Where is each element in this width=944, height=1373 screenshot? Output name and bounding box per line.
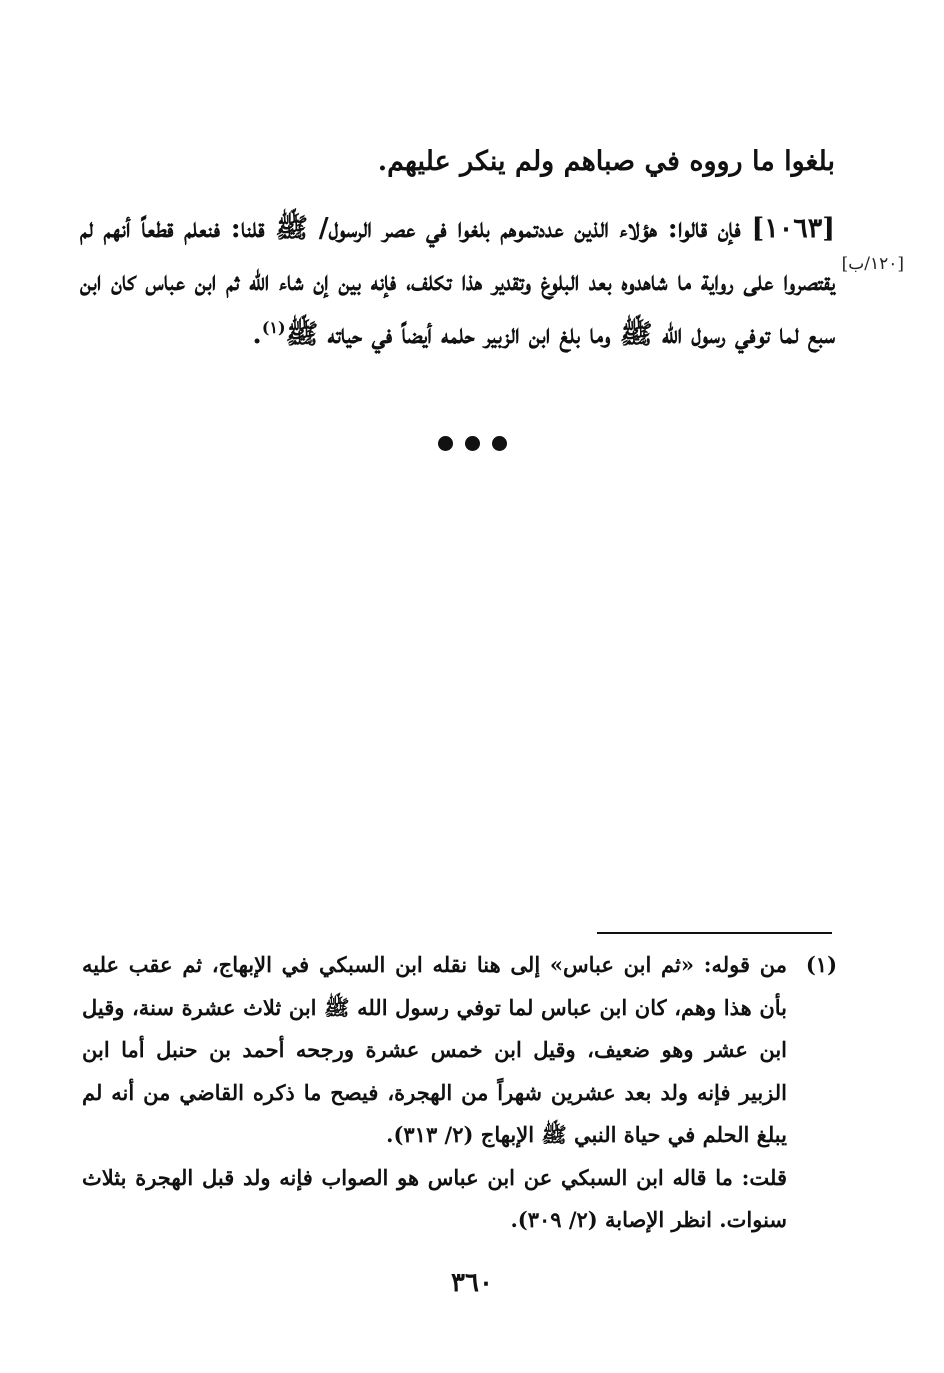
paragraph-1: بلغوا ما رووه في صباهم ولم ينكر عليهم. [377,146,835,177]
paragraph-2-text: فإن قالوا: هؤلاء الذين عددتموهم بلغوا في عصر الرسول/ ﷺ قلنا: فنعلم قطعاً أنهم لم يقتصروا على رواية ما شاهدوه بعد البلوغ وتقدير هذا تكلف، فإنه بين إن شاء الله ثم ابن عباس كان ابن سبع لما توفي رسول الله ﷺ وما بلغ ابن الزبير حلمه أيضاً في حياته ﷺ [80,213,835,350]
separator-dot [465,436,480,451]
paragraph-number: [١٠٦٣] [751,213,836,244]
section-separator [0,436,944,455]
footnote-number: (١) [805,952,837,977]
paragraph-2 [80,202,835,361]
footnote-reference: (١) [261,318,286,337]
footnotes-block [82,944,837,1242]
footnote-text: من قوله: «ثم ابن عباس» إلى هنا نقله ابن السبكي في الإبهاج، ثم عقب عليه بأن هذا وهم، كان ابن عباس لما توفي رسول الله ﷺ ابن ثلاث عشرة سنة، وقيل ابن عشر وهو ضعيف، وقيل ابن خمس عشرة ورجحه أحمد بن حنبل أما ابن الزبير فإنه ولد بعد عشرين شهراً من الهجرة، فيصح ما ذكره القاضي من أنه لم يبلغ الحلم في حياة النبي ﷺ الإبهاج (٢/ ٣١٣). [82,952,787,1147]
footnote-divider [597,932,832,934]
separator-dot [438,436,453,451]
paragraph-2-end: . [252,319,262,350]
main-text-block [80,135,835,361]
page-number: ٣٦٠ [451,1268,493,1298]
footnote-comment: قلت: ما قاله ابن السبكي عن ابن عباس هو الصواب فإنه ولد قبل الهجرة بثلاث سنوات. انظر الإصابة (٢/ ٣٠٩). [82,1164,787,1232]
separator-dot [492,436,507,451]
marginal-folio-note: [١٢٠/ب] [841,254,904,274]
footnote-item [82,944,837,1157]
